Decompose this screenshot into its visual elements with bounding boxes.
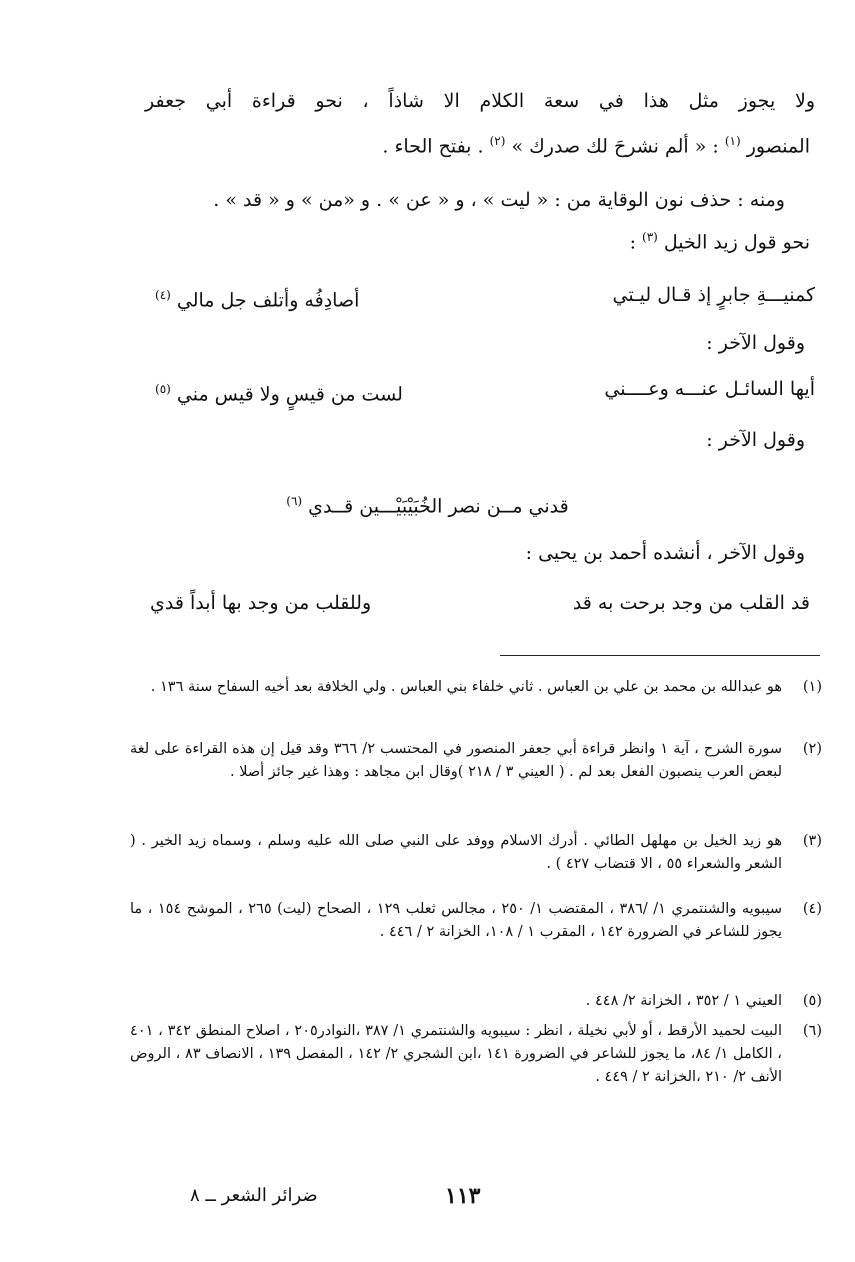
footnote-number: (٣) [802,833,822,849]
body-text: ومنه : حذف نون الوقاية من : « ليت » ، و « عن » . و «من » و « قد » . [213,189,785,211]
verse-hemistich-first: كمنيـــةِ جابرٍ إذ قـال ليـتي [612,284,815,306]
verse-text: قدني مــن نصر الخُبَيْبَيْـــين قــدي [308,495,569,518]
body-text: نحو قول زيد الخيل [663,231,810,254]
verse-intro: وقول الآخر : [706,332,805,354]
body-text: : « ألم نشرحَ لك صدرك » [511,135,719,158]
footnote-text: سيبويه والشنتمري ١/ /٣٨٦ ، المقتضب ١/ ٢٥٠ ، مجالس ثعلب ١٢٩ ، الصحاح (ليت) ٢٦٥ ، الموشح ١٥٤ ، ما يجوز للشاعر في الضرورة ١٤٢ ، المقرب ١ / ١٠٨، الخزانة ٢ / ٤٤٦ . [130,901,783,940]
body-text: . بفتح الحاء . [382,135,484,158]
footnote [130,990,820,1013]
verse-text: أصادِفُه وأتلف جل مالي [176,289,360,312]
body-line [110,222,810,257]
body-line [110,126,810,161]
verse-text: لست من قيسٍ ولا قيس مني [176,383,403,406]
verse-hemistich-first: قد القلب من وجد برحت به قد [572,592,810,614]
body-text: : [629,231,636,254]
footnote-text: العيني ١ / ٣٥٢ ، الخزانة ٢/ ٤٤٨ . [585,993,782,1009]
footnote-number: (١) [802,679,822,695]
footnote-text: البيت لحميد الأرقط ، أو لأبي نخيلة ، انظر : سيبويه والشنتمري ١/ ٣٨٧ ،النوادر٢٠٥ ، اصلاح المنطق ٣٤٢ ، ٤٠١ ، الكامل ١/ ٨٤، ما يجوز للشاعر في الضرورة ١٤١ ،ابن الشجري ٢/ ١٤٢ ، المفصل ١٣٩ ، الانصاف ٨٣ ، الروض الأنف ٢/ ٢١٠ ،الخزانة ٢ / ٤٤٩ . [130,1023,783,1085]
footnote [130,830,820,876]
footnote-ref: (٣) [642,230,658,244]
body-line [85,185,785,215]
body-line [105,328,805,358]
footnote-text: سورة الشرح ، آية ١ وانظر قراءة أبي جعفر المنصور في المحتسب ٢/ ٣٦٦ وقد قيل إن هذه القراءة على لغة لبعض العرب ينصبون الفعل بعد لم . ( العيني ٣ / ٢١٨ )وقال ابن مجاهد : وهذا غير جائز أصلا . [130,741,782,780]
verse-hemistich-second [155,280,359,315]
running-title: ضرائر الشعر ــ ٨ [190,1185,318,1206]
verse-intro: وقول الآخر : [706,429,805,451]
footnote-number: (٦) [802,1023,822,1039]
body-line [105,538,805,568]
footnote [130,1020,820,1089]
verse-line [0,486,855,521]
footnote [130,738,820,784]
footnote [130,676,820,699]
footnote-ref: (٥) [155,382,171,396]
body-line [105,425,805,455]
footnote [130,898,820,944]
body-text: المنصور [746,135,810,158]
footnote-divider [500,655,820,656]
footnote-ref: (٦) [286,494,303,508]
verse-hemistich-second [155,374,403,409]
footnote-text: هو زيد الخيل بن مهلهل الطائي . أدرك الاسلام ووفد على النبي صلى الله عليه وسلم ، وسماه زيد الخير . ( الشعر والشعراء ٥٥ ، الا قتضاب ٤٢٧ ) . [130,833,782,872]
body-line [145,86,815,116]
verse-intro: وقول الآخر ، أنشده أحمد بن يحيى : [525,542,805,564]
footnote-ref: (١) [724,134,741,148]
footnote-ref: (٤) [155,288,171,302]
page-footer [0,1183,855,1213]
footnote-text: هو عبدالله بن محمد بن علي بن العباس . ثاني خلفاء بني العباس . ولي الخلافة بعد أخيه السفاح سنة ١٣٦ . [150,679,782,695]
footnote-number: (٥) [802,993,822,1009]
verse-hemistich-second: وللقلب من وجد بها أبداً قدي [150,592,372,614]
footnote-number: (٤) [802,901,822,917]
footnote-number: (٢) [802,741,822,757]
footnote-ref: (٢) [489,134,506,148]
body-text: ولا يجوز مثل هذا في سعة الكلام الا شاذاً ، نحو قراءة أبي جعفر [145,90,815,112]
page-number: ١١٣ [445,1183,481,1209]
verse-hemistich-first: أيها السائـل عنـــه وعــــني [604,378,815,400]
